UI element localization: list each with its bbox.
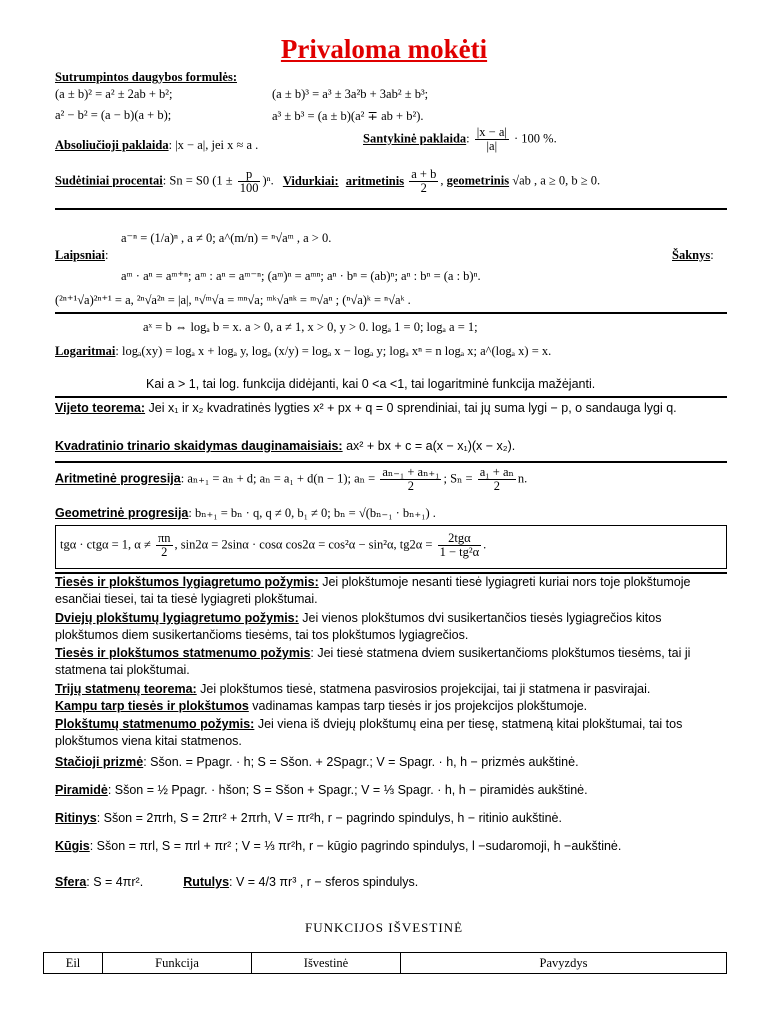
- heading-compound-percent: Sudėtiniai procentai: [55, 173, 163, 188]
- geometry-text: vadinamas kampas tarp tiesės ir jos projekcijos plokštumoje.: [248, 699, 588, 713]
- arithmetic-progression: [55, 466, 527, 493]
- geometry-item: [55, 698, 727, 715]
- rel-error-tail: · 100 %.: [514, 131, 557, 146]
- arith-sum-fraction: [478, 466, 516, 493]
- trinomial-factoring: [55, 438, 727, 455]
- body-text: : V = 4/3 πr³ , r − sferos spindulys.: [229, 875, 419, 889]
- arith-prog-fraction: [380, 466, 441, 493]
- geometric-mean-formula: √ab , a ≥ 0, b ≥ 0.: [512, 173, 601, 188]
- table-header-row: [44, 953, 727, 974]
- trig-c: .: [483, 537, 487, 552]
- label-geometric: geometrinis: [446, 173, 510, 188]
- table-caption: FUNKCIJOS IŠVESTINĖ: [304, 920, 464, 935]
- geometry-heading: Tiesės ir plokštumos statmenumo požymis: [55, 646, 311, 660]
- fraction-numerator: a₁ + aₙ: [479, 465, 514, 479]
- relative-error: Santykinė paklaida: $\frac{|x - a|}{|a|}$ · 100 %.: [363, 125, 557, 154]
- heading-roots-wrap: [672, 248, 714, 263]
- geometry-heading: Dviejų plokštumų lygiagretumo požymis:: [55, 611, 299, 625]
- divider: [55, 208, 727, 210]
- body-heading: Sfera: [55, 875, 87, 889]
- fraction-numerator: |x − a|: [476, 125, 507, 139]
- fraction-numerator: a + b: [411, 167, 437, 181]
- table-header-cell: Funkcija: [103, 953, 252, 974]
- root-row-3: (²ⁿ⁺¹√a)²ⁿ⁺¹ = a, ²ⁿ√a²ⁿ = |a|, ⁿ√ᵐ√a = ᵐⁿ√a; ᵐᵏ√aⁿᵏ = ᵐ√aⁿ ; (ⁿ√a)ᵏ = ⁿ√aᵏ .: [55, 293, 411, 307]
- fraction-numerator: πn: [157, 531, 171, 545]
- power-row-2: aᵐ · aⁿ = aᵐ⁺ⁿ; aᵐ : aⁿ = aᵐ⁻ⁿ; (aᵐ)ⁿ = aᵐⁿ; aⁿ · bⁿ = (ab)ⁿ; aⁿ : bⁿ = (a : b)ⁿ.: [121, 269, 481, 283]
- heading-abs-error: Absoliučioji paklaida: [55, 138, 169, 152]
- body-heading: Ritinys: [55, 811, 97, 825]
- fraction-denominator: |a|: [486, 139, 498, 154]
- geometry-item: [55, 610, 727, 644]
- geometry-heading: Tiesės ir plokštumos lygiagretumo požymis:: [55, 575, 319, 589]
- geometry-text: Jei viena iš dviejų plokštumų eina per tiesę, statmeną kitai plokštumai, tai tos plokštumos viena kitai statmenos.: [55, 717, 683, 748]
- trig-formulas: [60, 532, 486, 559]
- heading-trinomial: Kvadratinio trinario skaidymas dauginamaisiais:: [55, 439, 343, 453]
- heading-rel-error: Santykinė paklaida: [363, 131, 467, 146]
- compound-percent: Sudėtiniai procentai: Sn = S0 (1 ± $\frac{p}{100}$ )ⁿ. Vidurkiai: aritmetinis $\frac{a + b}{2}$ , geometrinis √ab , a ≥ 0, b ≥ 0.: [55, 167, 601, 196]
- table-header-cell: Išvestinė: [252, 953, 401, 974]
- body-text: : Sšon = πrl, S = πrl + πr² ; V = ⅓ πr²h, r − kūgio pagrindo spindulys, l −sudaromoji, h −aukštinė.: [89, 839, 622, 853]
- geometry-item: [55, 645, 727, 679]
- geometry-heading: Kampu tarp tiesės ir plokštumos: [55, 699, 249, 713]
- log-row-1: aˣ = b ⇔ logₐ b = x. a > 0, a ≠ 1, x > 0, y > 0. logₐ 1 = 0; logₐ a = 1;: [143, 320, 478, 334]
- rel-error-fraction: [475, 126, 509, 153]
- geometry-item: [55, 681, 727, 698]
- arith-prog-text-2: ; Sₙ =: [443, 471, 473, 486]
- body-cone: [55, 838, 727, 855]
- divider: [55, 461, 727, 463]
- divider: [55, 396, 727, 398]
- geometry-text: : Jei tiesė statmena dviem susikertančioms plokštumos tiesėms, tai ji statmena tai plokštumai.: [55, 646, 691, 677]
- trig-fraction-2: [438, 532, 482, 559]
- body-heading: Stačioji prizmė: [55, 755, 144, 769]
- geometry-item: [55, 574, 727, 608]
- body-text: : S = 4πr².: [86, 875, 144, 889]
- geom-prog-text: : bₙ₊₁ = bₙ · q, q ≠ 0, b₁ ≠ 0; bₙ = √(bₙ₋₁ · bₙ₊₁) .: [188, 506, 436, 520]
- fraction-denominator: 2: [407, 479, 415, 494]
- label-arithmetic: aritmetinis: [345, 173, 405, 188]
- arith-prog-text-3: n.: [517, 471, 528, 486]
- fraction-numerator: aₙ₋₁ + aₙ₊₁: [382, 465, 440, 479]
- log-formulas: : logₐ(xy) = logₐ x + logₐ y, logₐ (x/y) = logₐ x − logₐ y; logₐ xⁿ = n logₐ x; a^(logₐ x) = x.: [115, 344, 552, 358]
- body-text: : Sšon. = Ppagr. · h; S = Sšon. + 2Spagr.; V = Spagr. · h, h − prizmės aukštinė.: [143, 755, 579, 769]
- trinomial-text: ax² + bx + c = a(x − x₁)(x − x₂).: [342, 439, 516, 453]
- fraction-denominator: 2: [161, 545, 168, 560]
- geometry-item: [55, 716, 727, 750]
- trig-fraction-1: [156, 532, 173, 559]
- power-row-1: a⁻ⁿ = (1/a)ⁿ , a ≠ 0; a^(m/n) = ⁿ√aᵐ , a > 0.: [121, 231, 332, 245]
- body-heading: Rutulys: [183, 875, 230, 889]
- roots-colon: :: [710, 248, 714, 262]
- formula-diff-squares: a² − b² = (a − b)(a + b);: [55, 108, 172, 122]
- page-title: Privaloma mokėti: [280, 34, 488, 64]
- absolute-error: [55, 138, 258, 153]
- trig-b: , sin2α = 2sinα · cosα cos2α = cos²α − sin²α, tg2α =: [174, 537, 433, 552]
- compound-formula-a: : Sn = S0 (1 ±: [162, 173, 233, 188]
- fraction-denominator: 2: [420, 181, 427, 196]
- powers-colon: :: [105, 248, 109, 262]
- heading-averages: Vidurkiai:: [282, 173, 339, 188]
- fraction-numerator: p: [238, 168, 261, 182]
- heading-powers-wrap: [55, 248, 109, 263]
- heading-daugybos: Sutrumpintos daugybos formulės:: [55, 70, 237, 84]
- body-heading: Kūgis: [55, 839, 90, 853]
- body-pyramid: [55, 782, 727, 799]
- body-text: : Sšon = 2πrh, S = 2πr² + 2πrh, V = πr²h, r − pagrindo spindulys, h − ritinio aukštinė.: [96, 811, 562, 825]
- heading-roots: Šaknys: [672, 248, 711, 262]
- arith-prog-text: : aₙ₊₁ = aₙ + d; aₙ = a₁ + d(n − 1); aₙ =: [180, 471, 376, 486]
- percent-fraction: [238, 168, 261, 195]
- abs-error-formula: : |x − a|, jei x ≈ a .: [168, 138, 259, 152]
- body-sphere: [55, 874, 727, 891]
- geometry-text: Jei plokštumos tiesė, statmena pasvirosios projekcijai, tai ji statmena ir pasvirajai.: [196, 682, 651, 696]
- fraction-numerator: 2tgα: [438, 532, 482, 546]
- body-text: : Sšon = ½ Ppagr. · hšon; S = Sšon + Spagr.; V = ⅓ Spagr. · h, h − piramidės aukštinė.: [107, 783, 588, 797]
- geometry-text: Jei plokštumoje nesanti tiesė lygiagreti kuriai nors toje plokštumoje esančiai tiesei, tai ta tiesė lygiagreti plokštumai.: [55, 575, 691, 606]
- formula-sum-cubes: a³ ± b³ = (a ± b)(a² ∓ ab + b²).: [272, 109, 424, 123]
- geometry-heading: Trijų statmenų teorema:: [55, 682, 197, 696]
- body-prism: [55, 754, 727, 771]
- vieta-theorem: [55, 400, 727, 417]
- vieta-text: Jei x₁ ir x₂ kvadratinės lygties x² + px + q = 0 sprendiniai, tai jų suma lygi − p, o sandauga lygi q.: [145, 401, 677, 415]
- divider: [55, 312, 727, 314]
- table-header-cell: Pavyzdys: [401, 953, 727, 974]
- geometry-heading: Plokštumų statmenumo požymis:: [55, 717, 255, 731]
- geometric-progression: [55, 505, 436, 521]
- log-row-3: Kai a > 1, tai log. funkcija didėjanti, kai 0 <a <1, tai logaritminė funkcija mažėjanti.: [146, 377, 596, 391]
- compound-formula-b: )ⁿ.: [262, 173, 274, 188]
- body-cylinder: [55, 810, 727, 827]
- heading-vieta: Vijeto teorema:: [55, 401, 146, 415]
- trig-a: tgα · ctgα = 1, α ≠: [60, 537, 151, 552]
- formula-square: (a ± b)² = a² ± 2ab + b²;: [55, 87, 173, 101]
- fraction-denominator: 1 − tg²α: [439, 545, 480, 560]
- formula-cube: (a ± b)³ = a³ ± 3a²b + 3ab² ± b³;: [272, 87, 429, 101]
- derivatives-table: [43, 952, 727, 974]
- heading-geom-prog: Geometrinė progresija: [55, 506, 189, 520]
- heading-powers: Laipsniai: [55, 248, 106, 262]
- heading-logarithms: Logaritmai: [55, 344, 116, 358]
- fraction-denominator: 2: [493, 479, 500, 494]
- heading-arith-prog: Aritmetinė progresija: [55, 471, 181, 486]
- table-header-cell: Eil: [44, 953, 103, 974]
- arithmetic-mean-fraction: [409, 168, 438, 195]
- body-heading: Piramidė: [55, 783, 108, 797]
- log-row-2: [55, 344, 551, 359]
- geometry-text: Jei vienos plokštumos dvi susikertančios tiesės lygiagrečios kitos plokštumos diem susikertančioms tiesėms, tai tos plokštumos lygiagrečios.: [55, 611, 662, 642]
- fraction-denominator: 100: [239, 181, 259, 196]
